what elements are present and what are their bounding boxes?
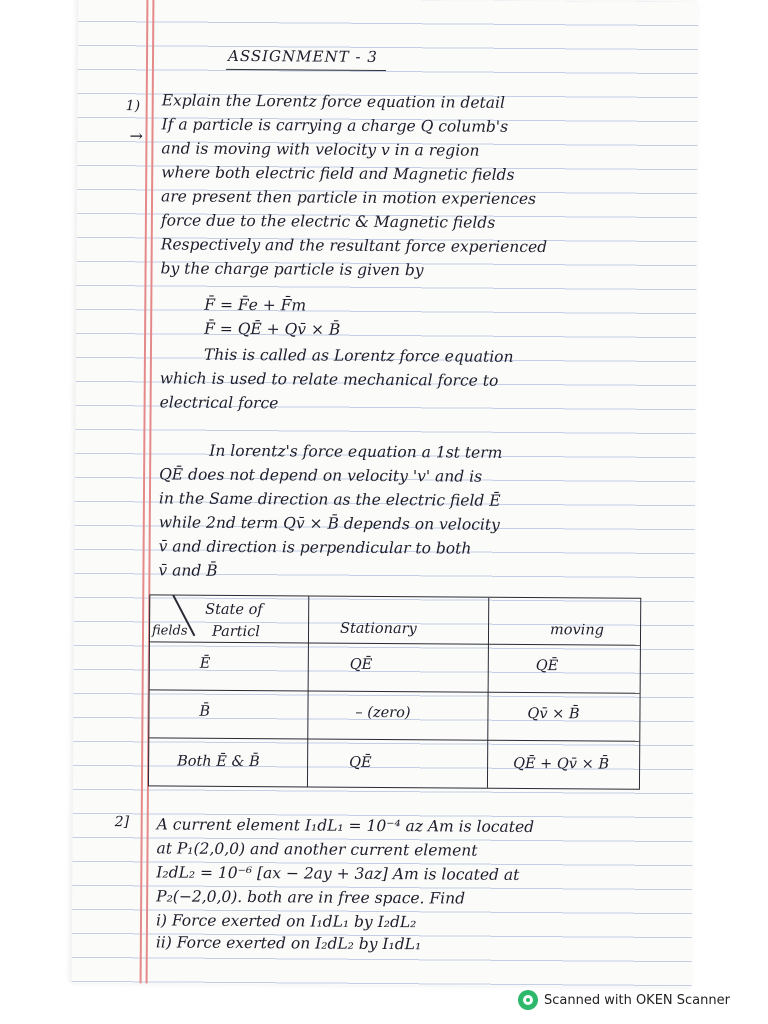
table-cell-stationary: QĒ (349, 656, 373, 673)
text-line: while 2nd term Qv̄ × B̄ depends on velocity (158, 513, 500, 534)
text-line: If a particle is carrying a charge Q columb's (161, 115, 509, 136)
text-line: P₂(−2,0,0). both are in free space. Find (156, 887, 466, 908)
scanner-logo-icon (518, 990, 538, 1010)
text-line: which is used to relate mechanical force to (159, 369, 499, 390)
page-title: ASSIGNMENT - 3 (227, 46, 378, 66)
text-line: i) Force exerted on I₁dL₁ by I₂dL₂ (155, 911, 417, 932)
notebook-page (72, 0, 699, 987)
text-line: QĒ does not depend on velocity 'v' and is (159, 465, 483, 486)
text-line: A current element I₁dL₁ = 10⁻⁴ az Am is located (156, 815, 535, 837)
table-row-divider (150, 689, 640, 693)
text-line: v̄ and direction is perpendicular to both (158, 537, 472, 558)
table-cell-field: B̄ (199, 703, 211, 720)
table-cell-moving: QĒ + Qv̄ × B̄ (513, 755, 610, 773)
text-line: force due to the electric & Magnetic fields (160, 211, 496, 232)
table-cell-field: Ē (199, 655, 211, 672)
table-row-divider (149, 737, 639, 741)
text-line: at P₁(2,0,0) and another current element (156, 839, 478, 860)
table-cell-stationary: – (zero) (355, 704, 411, 722)
equation: F̄ = F̄e + F̄m (204, 295, 307, 315)
text-line: This is called as Lorentz force equation (203, 345, 514, 366)
question-number: 1) (125, 98, 141, 115)
table-header-corner: Particl (211, 623, 260, 641)
question-number: 2] (114, 814, 130, 831)
equation: F̄ = QĒ + Qv̄ × B̄ (204, 319, 341, 339)
table-header-corner: fields (151, 623, 188, 639)
text-line: and is moving with velocity v in a region (161, 139, 480, 160)
text-line: Explain the Lorentz force equation in detail (161, 91, 506, 112)
text-line: where both electric field and Magnetic fields (161, 163, 515, 184)
scanner-text: Scanned with OKEN Scanner (544, 992, 730, 1008)
text-line: v̄ and B̄ (158, 561, 218, 580)
table-cell-moving: Qv̄ × B̄ (527, 706, 580, 723)
table-row-divider (150, 641, 640, 645)
table-header-corner: State of (205, 601, 263, 619)
text-line: I₂dL₂ = 10⁻⁶ [ax − 2ay + 3az] Am is located at (156, 863, 520, 884)
text-line: In lorentz's force equation a 1st term (209, 441, 503, 462)
scanner-watermark (518, 990, 730, 1010)
title-underline (226, 69, 386, 71)
text-line: by the charge particle is given by (160, 259, 424, 280)
text-line: electrical force (159, 393, 279, 413)
table-cell-stationary: QĒ (349, 754, 372, 771)
arrow-icon: → (129, 126, 143, 146)
table-cell-field: Both Ē & B̄ (177, 753, 260, 771)
text-line: are present then particle in motion experiences (160, 187, 537, 209)
text-line: in the Same direction as the electric field Ē (158, 489, 501, 510)
text-line: Respectively and the resultant force experienced (160, 235, 548, 257)
table-header-stationary: Stationary (339, 620, 417, 638)
fields-table (148, 594, 641, 789)
text-line: ii) Force exerted on I₂dL₂ by I₁dL₁ (155, 933, 422, 954)
table-cell-moving: QĒ (535, 658, 559, 675)
table-header-moving: moving (549, 622, 605, 639)
